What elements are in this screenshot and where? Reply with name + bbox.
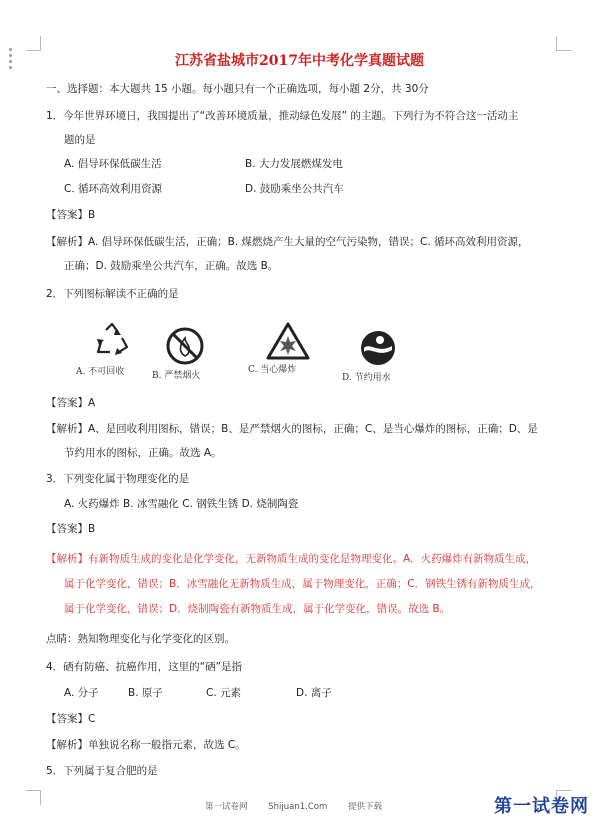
sign-label-d: D. 节约用水 (342, 373, 391, 383)
q4-stem: 4．硒有防癌、抗癌作用，这里的“硒”是指 (46, 661, 243, 673)
q3-options: A. 火药爆炸 B. 冰雪融化 C. 钢铁生锈 D. 烧制陶瓷 (64, 498, 299, 510)
q2-analysis-line1: 【解析】A、是回收利用图标，错误；B、是严禁烟火的图标，正确；C、是当心爆炸的图标，正确；D、是 (46, 423, 538, 435)
q5-stem: 5．下列属于复合肥的是 (46, 765, 158, 777)
brand-logo[interactable]: 第一试卷网 (494, 796, 589, 817)
q1-analysis-line1: 【解析】A. 倡导环保低碳生活，正确；B. 煤燃烧产生大量的空气污染物，错误；C. 循环高效利用资源， (46, 236, 529, 248)
q1-option-c: C. 循环高效利用资源 (64, 183, 163, 195)
q2-answer: 【答案】A (46, 397, 96, 409)
q3-analysis-line2: 属于化学变化，错误；B．冰雪融化无新物质生成，属于物理变化，正确；C．钢铁生锈有新物质生成， (64, 578, 541, 590)
no-fire-icon (165, 326, 205, 366)
q1-stem-line2: 题的是 (64, 134, 96, 146)
sign-label-a: A. 不可回收 (76, 367, 125, 377)
crop-mark-bottom-left (26, 790, 41, 805)
q2-analysis-line2: 节约用水的图标，正确。故选 A。 (64, 447, 222, 459)
section-heading: 一、选择题：本大题共 15 小题。每小题只有一个正确选项，每小题 2分，共 30分 (46, 83, 429, 95)
q4-option-b: B. 原子 (128, 687, 163, 699)
sign-label-b: B. 严禁烟火 (152, 371, 201, 381)
q1-answer: 【答案】B (46, 209, 96, 221)
q4-option-c: C. 元素 (206, 687, 242, 699)
q1-stem-line1: 1．今年世界环境日，我国提出了“改善环境质量，推动绿色发展” 的主题。下列行为不符合这一活动主 (46, 110, 519, 122)
q3-stem: 3．下列变化属于物理变化的是 (46, 473, 190, 485)
q4-analysis: 【解析】单独说名称一般指元素，故选 C。 (46, 739, 246, 751)
footer-url[interactable]: Shijuan1.Com (268, 802, 328, 812)
page-footer (205, 800, 400, 812)
q4-option-d: D. 离子 (296, 687, 332, 699)
recycle-icon (92, 322, 132, 358)
footer-download: 提供下载 (347, 802, 382, 812)
page-title: 江苏省盐城市2017年中考化学真题试题 (175, 53, 424, 69)
q1-option-d: D. 鼓励乘坐公共汽车 (245, 183, 344, 195)
q4-option-a: A. 分子 (64, 687, 99, 699)
crop-mark-top-right (556, 36, 571, 51)
q1-option-a: A. 倡导环保低碳生活 (64, 158, 162, 170)
q2-stem: 2．下列图标解读不正确的是 (46, 288, 179, 300)
q3-answer: 【答案】B (46, 523, 96, 535)
q3-note: 点睛：熟知物理变化与化学变化的区别。 (46, 633, 235, 645)
q3-analysis-line1: 【解析】有新物质生成的变化是化学变化，无新物质生成的变化是物理变化。A．火药爆炸有新物质生成， (46, 553, 537, 565)
footer-site: 第一试卷网 (205, 802, 248, 812)
q4-answer: 【答案】C (46, 713, 96, 725)
sign-label-c: C. 当心爆炸 (248, 365, 297, 375)
crop-mark-top-left (26, 36, 41, 51)
q1-option-b: B. 大力发展燃煤发电 (245, 158, 343, 170)
q1-analysis-line2: 正确；D. 鼓励乘坐公共汽车，正确。故选 B。 (64, 260, 279, 272)
explosion-warning-icon (266, 322, 310, 360)
q3-analysis-line3: 属于化学变化，错误；D．烧制陶瓷有新物质生成，属于化学变化，错误。故选 B。 (64, 603, 451, 615)
water-saving-icon (358, 328, 398, 368)
